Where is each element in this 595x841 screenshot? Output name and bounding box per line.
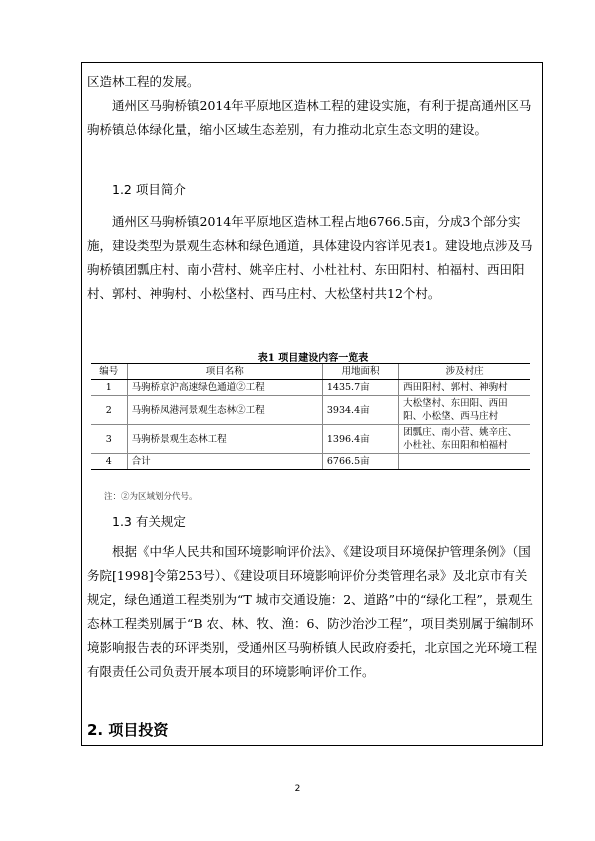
heading-project-investment: 2. 项目投资 xyxy=(87,721,169,739)
table-row xyxy=(91,425,530,454)
cell-villages xyxy=(399,454,530,470)
cell-area: 6766.5亩 xyxy=(322,454,398,470)
page-number: 2 xyxy=(294,784,301,794)
table-header-row xyxy=(91,364,530,380)
paragraph-intro-tail: 区造林工程的发展。 xyxy=(87,74,200,89)
cell-project-name: 马驹桥京沪高速绿色通道②工程 xyxy=(127,380,322,396)
cell-area: 1396.4亩 xyxy=(322,425,398,454)
table-title: 表1 项目建设内容一览表 xyxy=(257,353,369,364)
heading-regulations: 1.3 有关规定 xyxy=(112,514,186,529)
cell-project-name: 马驹桥凤港河景观生态林②工程 xyxy=(127,396,322,425)
header-number: 编号 xyxy=(91,364,127,380)
cell-villages: 团瓢庄、南小营、姚辛庄、小杜社、东田阳和柏福村 xyxy=(399,425,530,454)
cell-area: 3934.4亩 xyxy=(322,396,398,425)
table-row xyxy=(91,380,530,396)
header-area: 用地面积 xyxy=(322,364,398,380)
cell-project-name: 合计 xyxy=(127,454,322,470)
cell-villages: 大松垡村、东田阳、西田阳、小松垡、西马庄村 xyxy=(399,396,530,425)
project-content-table xyxy=(91,363,530,470)
table-row-total xyxy=(91,454,530,470)
cell-villages: 西田阳村、郭村、神驹村 xyxy=(399,380,530,396)
paragraph-project-summary: 通州区马驹桥镇2014年平原地区造林工程占地6766.5亩，分成3个部分实施，建设类型为景观生态林和绿色通道，具体建设内容详见表1。建设地点涉及马驹桥镇团瓢庄村、南小营村、姚辛庄村、小杜社村、东田阳村、柏福村、西田阳村、郭村、神驹村、小松垡村、西马庄村、大松垡村共12个村。 xyxy=(87,214,533,301)
cell-number: 3 xyxy=(91,425,127,454)
heading-project-summary: 1.2 项目简介 xyxy=(112,182,186,197)
cell-number: 4 xyxy=(91,454,127,470)
cell-number: 2 xyxy=(91,396,127,425)
cell-project-name: 马驹桥景观生态林工程 xyxy=(127,425,322,454)
header-villages: 涉及村庄 xyxy=(399,364,530,380)
paragraph-construction-benefit: 通州区马驹桥镇2014年平原地区造林工程的建设实施，有利于提高通州区马驹桥镇总体绿化量，缩小区域生态差别，有力推动北京生态文明的建设。 xyxy=(87,98,532,137)
cell-area: 1435.7亩 xyxy=(322,380,398,396)
cell-number: 1 xyxy=(91,380,127,396)
paragraph-regulations: 根据《中华人民共和国环境影响评价法》、《建设项目环境保护管理条例》（国务院[1998]令第253号）、《建设项目环境影响评价分类管理名录》及北京市有关规定，绿色通道工程类别为“T 城市交通设施：2、道路”中的“绿化工程”，景观生态林工程类别属于“B 农、林、牧、渔：6、防沙治沙工程”，项目类别属于编制环境影响报告表的环评类别，受通州区马驹桥镇人民政府委托，北京国之光环境工程有限责任公司负责开展本项目的环境影响评价工作。 xyxy=(87,544,538,679)
table-row xyxy=(91,396,530,425)
table-note: 注：②为区域划分代号。 xyxy=(104,492,198,502)
header-project-name: 项目名称 xyxy=(127,364,322,380)
